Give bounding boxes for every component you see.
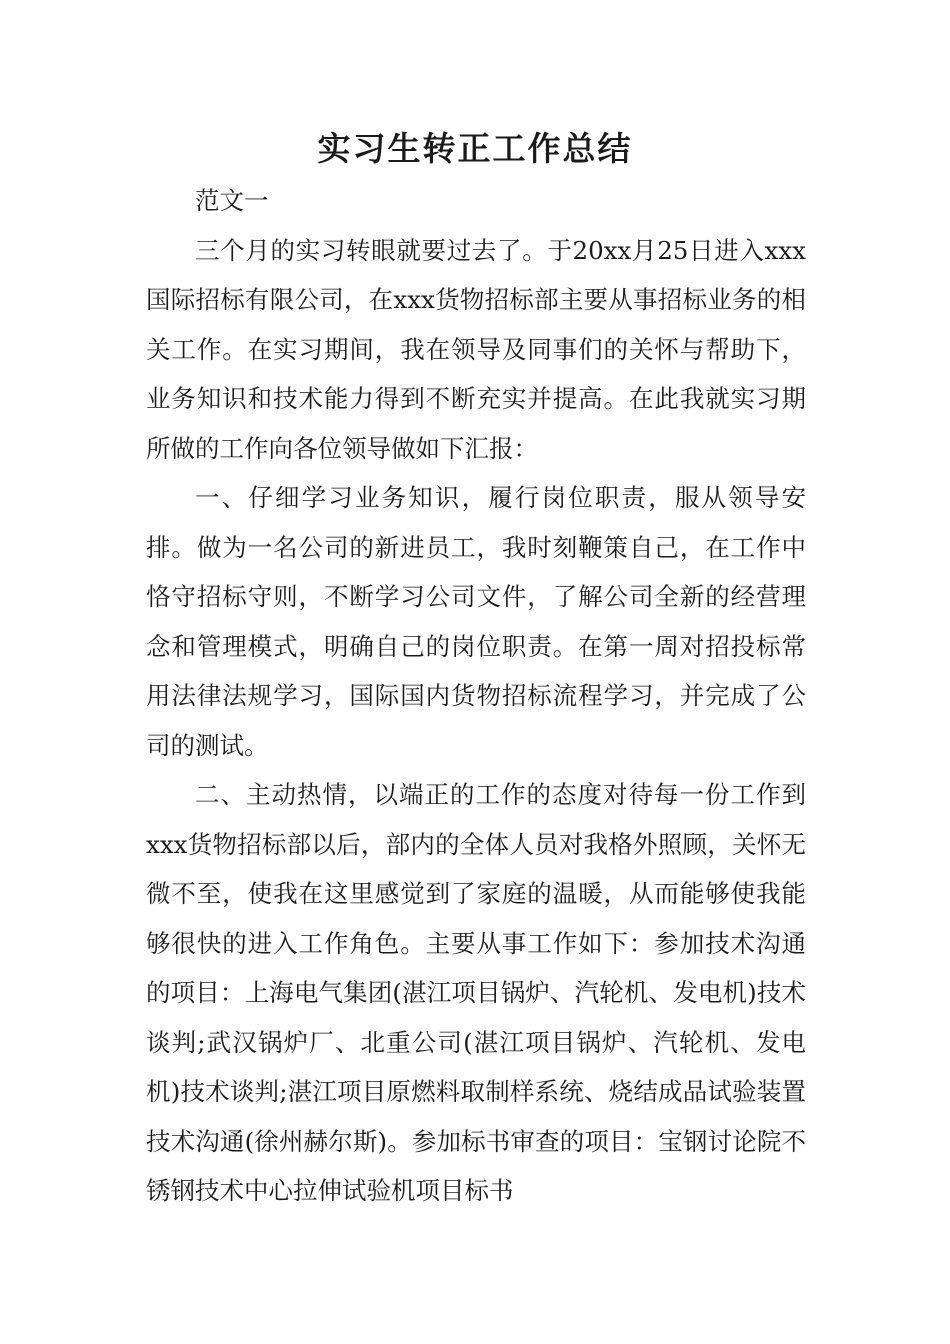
- paragraph-point-one: 一、仔细学习业务知识，履行岗位职责，服从领导安排。做为一名公司的新进员工，我时刻鞭策自己，在工作中恪守招标守则，不断学习公司文件，了解公司全新的经营理念和管理模式，明确自己的岗位职责。在第一周对招投标常用法律法规学习，国际国内货物招标流程学习，并完成了公司的测试。: [146, 483, 806, 760]
- section-label: 范文一: [195, 186, 269, 215]
- document-title: 实习生转正工作总结: [317, 129, 633, 168]
- document-body: [146, 176, 806, 1216]
- paragraph-point-two: 二、主动热情，以端正的工作的态度对待每一份工作到xxx货物招标部以后，部内的全体人员对我格外照顾，关怀无微不至，使我在这里感觉到了家庭的温暖，从而能够使我能够很快的进入工作角色。主要从事工作如下：参加技术沟通的项目：上海电气集团(湛江项目锅炉、汽轮机、发电机)技术谈判;武汉锅炉厂、北重公司(湛江项目锅炉、汽轮机、发电机)技术谈判;湛江项目原燃料取制样系统、烧结成品试验装置技术沟通(徐州赫尔斯)。参加标书审查的项目：宝钢讨论院不锈钢技术中心拉伸试验机项目标书: [146, 780, 806, 1205]
- paragraph-intro: 三个月的实习转眼就要过去了。于20xx月25日进入xxx国际招标有限公司，在xxx货物招标部主要从事招标业务的相关工作。在实习期间，我在领导及同事们的关怀与帮助下，业务知识和技术能力得到不断充实并提高。在此我就实习期所做的工作向各位领导做如下汇报：: [146, 235, 806, 463]
